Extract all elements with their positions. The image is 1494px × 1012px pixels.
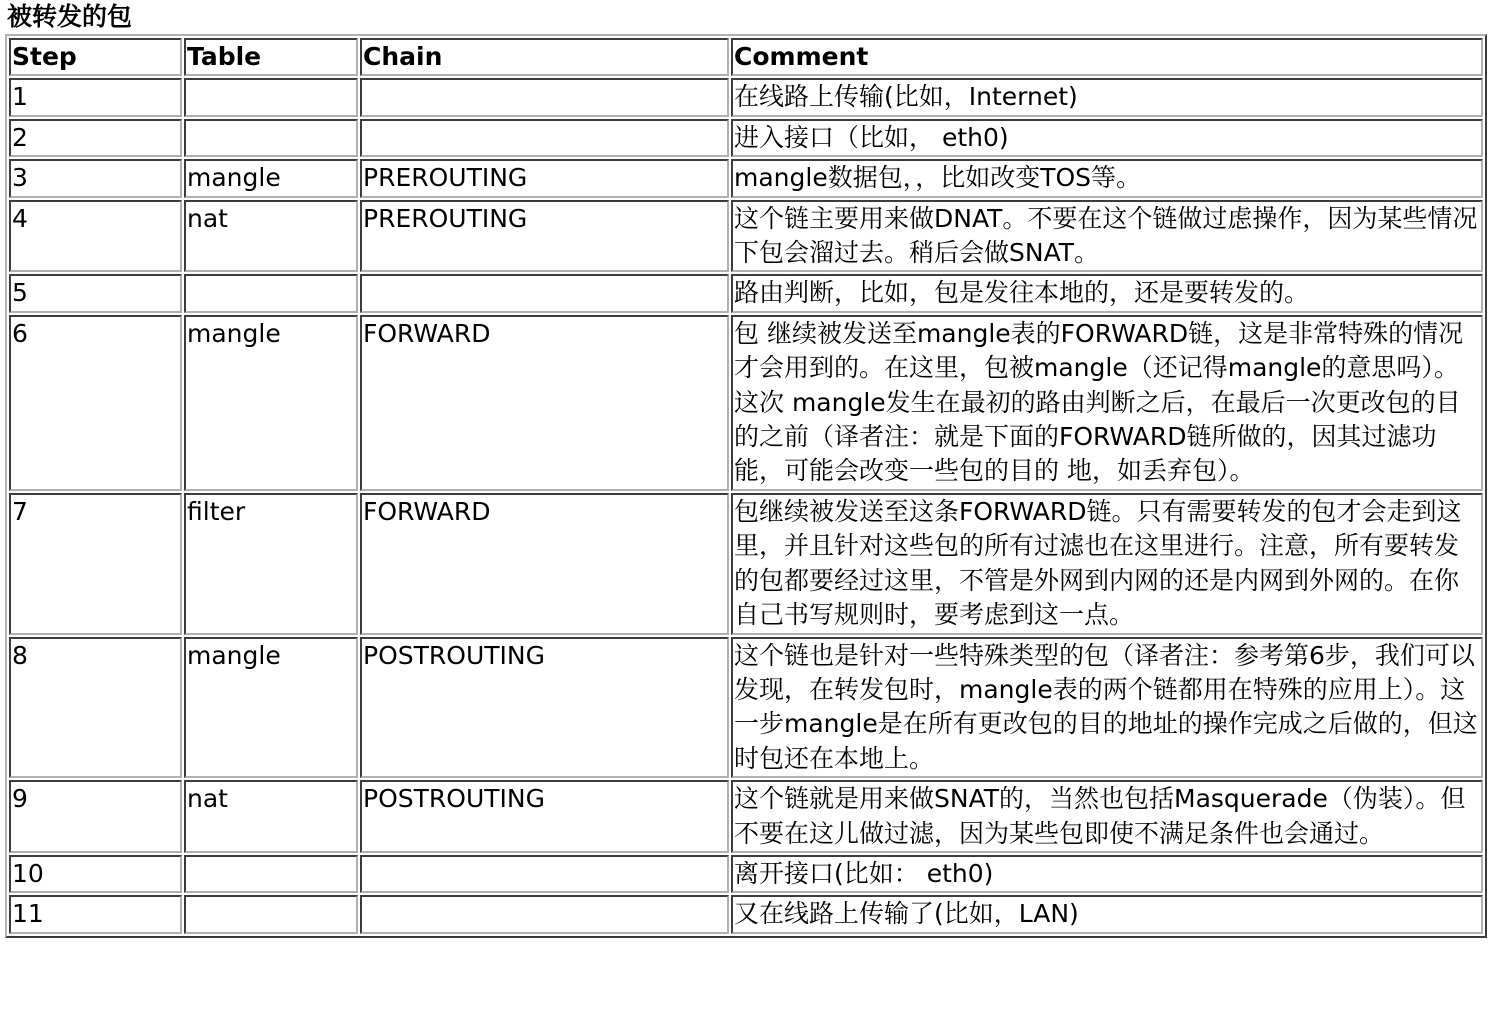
packet-forward-table [5,34,1487,938]
cell-chain: POSTROUTING [360,637,729,779]
cell-table [184,274,358,312]
cell-chain: FORWARD [360,493,729,635]
table-row [9,855,1483,893]
table-row [9,78,1483,116]
header-step: Step [9,38,182,76]
cell-comment: 这个链就是用来做SNAT的，当然也包括Masquerade（伪装）。但不要在这儿做过滤，因为某些包即使不满足条件也会通过。 [731,780,1483,853]
cell-chain [360,119,729,157]
cell-chain: PREROUTING [360,200,729,273]
table-row [9,895,1483,933]
table-row [9,637,1483,779]
cell-step: 10 [9,855,182,893]
cell-table: filter [184,493,358,635]
cell-chain: POSTROUTING [360,780,729,853]
cell-step: 9 [9,780,182,853]
cell-chain: PREROUTING [360,159,729,197]
table-row [9,274,1483,312]
cell-comment: 包继续被发送至这条FORWARD链。只有需要转发的包才会走到这里，并且针对这些包的所有过滤也在这里进行。注意，所有要转发的包都要经过这里，不管是外网到内网的还是内网到外网的。在你自己书写规则时，要考虑到这一点。 [731,493,1483,635]
cell-table: mangle [184,637,358,779]
cell-comment: 离开接口(比如： eth0) [731,855,1483,893]
table-row [9,119,1483,157]
cell-step: 2 [9,119,182,157]
cell-table: mangle [184,315,358,491]
cell-step: 3 [9,159,182,197]
cell-step: 8 [9,637,182,779]
cell-table: nat [184,200,358,273]
cell-comment: 路由判断，比如，包是发往本地的，还是要转发的。 [731,274,1483,312]
table-row [9,200,1483,273]
cell-step: 4 [9,200,182,273]
table-row [9,159,1483,197]
cell-table [184,78,358,116]
cell-comment: 这个链也是针对一些特殊类型的包（译者注：参考第6步，我们可以发现，在转发包时，mangle表的两个链都用在特殊的应用上）。这一步mangle是在所有更改包的目的地址的操作完成之后做的，但这时包还在本地上。 [731,637,1483,779]
header-table: Table [184,38,358,76]
cell-comment: 这个链主要用来做DNAT。不要在这个链做过虑操作，因为某些情况下包会溜过去。稍后会做SNAT。 [731,200,1483,273]
table-header-row [9,38,1483,76]
table-row [9,493,1483,635]
cell-table: mangle [184,159,358,197]
cell-step: 6 [9,315,182,491]
cell-chain [360,895,729,933]
cell-table [184,119,358,157]
header-comment: Comment [731,38,1483,76]
cell-chain [360,274,729,312]
cell-chain [360,855,729,893]
cell-step: 11 [9,895,182,933]
cell-comment: mangle数据包，，比如改变TOS等。 [731,159,1483,197]
cell-step: 7 [9,493,182,635]
cell-comment: 在线路上传输(比如，Internet) [731,78,1483,116]
cell-step: 5 [9,274,182,312]
cell-comment: 又在线路上传输了(比如，LAN) [731,895,1483,933]
table-row [9,315,1483,491]
cell-table [184,855,358,893]
cell-chain: FORWARD [360,315,729,491]
cell-table [184,895,358,933]
cell-comment: 包 继续被发送至mangle表的FORWARD链，这是非常特殊的情况才会用到的。在这里，包被mangle（还记得mangle的意思吗）。这次 mangle发生在最初的路由判断之后，在最后一次更改包的目的之前（译者注：就是下面的FORWARD链所做的，因其过滤功能，可能会改变一些包的目的 地，如丢弃包）。 [731,315,1483,491]
cell-comment: 进入接口（比如， eth0) [731,119,1483,157]
cell-table: nat [184,780,358,853]
page-title: 被转发的包 [7,2,133,31]
table-row [9,780,1483,853]
header-chain: Chain [360,38,729,76]
cell-step: 1 [9,78,182,116]
cell-chain [360,78,729,116]
